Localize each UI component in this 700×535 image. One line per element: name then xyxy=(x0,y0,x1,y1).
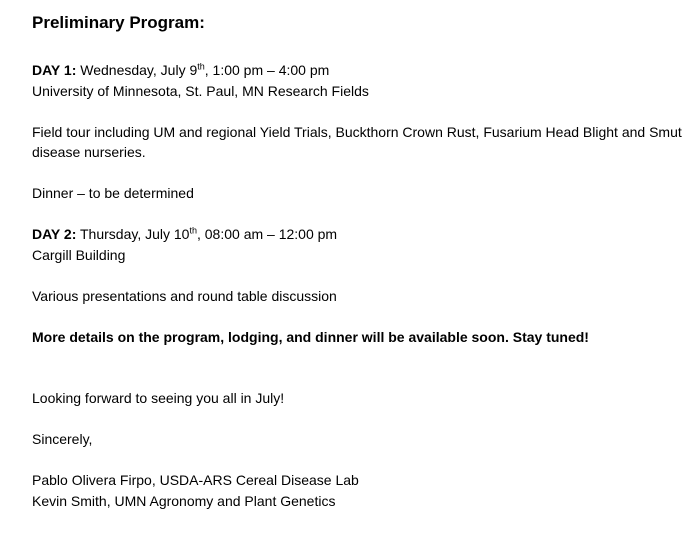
day1-section xyxy=(32,60,692,101)
notice-section xyxy=(32,327,692,348)
day1-label: DAY 1: xyxy=(32,62,77,78)
day2-date: Thursday, July 10 xyxy=(80,226,190,242)
day2-date-suffix: th xyxy=(189,225,197,236)
day1-date-suffix: th xyxy=(197,61,205,72)
closing-section xyxy=(32,388,692,409)
presentations-text: Various presentations and round table discussion xyxy=(32,287,337,304)
day2-time: , 08:00 am – 12:00 pm xyxy=(196,226,338,242)
dinner-section xyxy=(32,183,692,204)
signoff-section xyxy=(32,429,692,450)
day1-time: , 1:00 pm – 4:00 pm xyxy=(204,62,330,78)
day2-location: Cargill Building xyxy=(32,246,126,263)
field-tour-section xyxy=(32,122,692,163)
dinner-text: Dinner – to be determined xyxy=(32,185,194,201)
signatory-2: Kevin Smith, UMN Agronomy and Plant Genetics xyxy=(32,492,336,509)
field-tour-text: Field tour including UM and regional Yield Trials, Buckthorn Crown Rust, Fusarium Head Blight and Smut disease nurseries. xyxy=(32,123,682,160)
signatory-1: Pablo Olivera Firpo, USDA-ARS Cereal Disease Lab xyxy=(32,472,359,488)
presentations-section xyxy=(32,286,692,307)
notice-bold-text: More details on the program, lodging, and dinner will be available soon. Stay tuned! xyxy=(32,328,589,345)
notice-text xyxy=(32,327,692,348)
signatories-section xyxy=(32,470,692,511)
day2-section xyxy=(32,224,692,265)
closing-text: Looking forward to seeing you all in July! xyxy=(32,390,285,406)
day1-date-line xyxy=(32,60,692,81)
day2-label: DAY 2: xyxy=(32,226,77,242)
document-body xyxy=(32,12,692,511)
program-heading: Preliminary Program: xyxy=(32,13,205,32)
signoff-text: Sincerely, xyxy=(32,431,93,447)
day1-date: Wednesday, July 9 xyxy=(80,62,198,78)
day1-location: University of Minnesota, St. Paul, MN Research Fields xyxy=(32,82,369,99)
day2-date-line xyxy=(32,224,692,245)
